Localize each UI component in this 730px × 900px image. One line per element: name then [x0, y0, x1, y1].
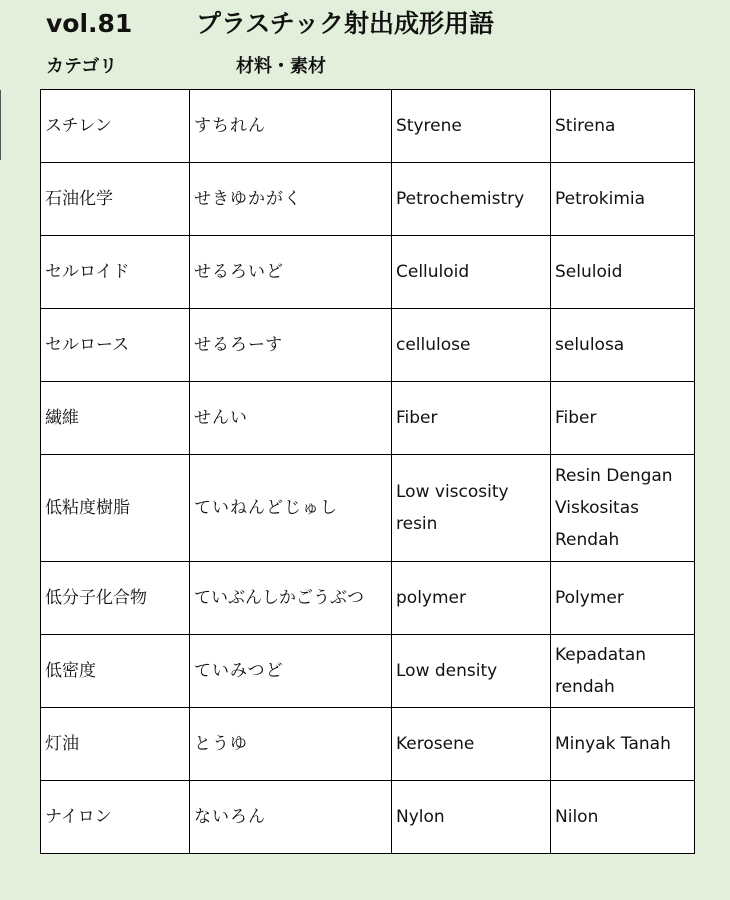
- table-row: [41, 562, 695, 635]
- table-row: [41, 781, 695, 854]
- term-japanese: 低粘度樹脂: [41, 455, 190, 562]
- table-row: [41, 163, 695, 236]
- term-english: cellulose: [392, 309, 551, 382]
- term-english: Low viscosity resin: [392, 455, 551, 562]
- term-indonesian: Kepadatan rendah: [551, 635, 695, 708]
- table-row: [41, 90, 695, 163]
- term-indonesian: Nilon: [551, 781, 695, 854]
- term-english: polymer: [392, 562, 551, 635]
- term-reading: せんい: [190, 382, 392, 455]
- term-english: Kerosene: [392, 708, 551, 781]
- term-reading: せるろーす: [190, 309, 392, 382]
- term-japanese: 灯油: [41, 708, 190, 781]
- term-english: Celluloid: [392, 236, 551, 309]
- term-indonesian: Seluloid: [551, 236, 695, 309]
- term-japanese: ナイロン: [41, 781, 190, 854]
- term-japanese: 低密度: [41, 635, 190, 708]
- term-japanese: 繊維: [41, 382, 190, 455]
- term-japanese: 石油化学: [41, 163, 190, 236]
- term-english: Styrene: [392, 90, 551, 163]
- term-japanese: 低分子化合物: [41, 562, 190, 635]
- term-english: Nylon: [392, 781, 551, 854]
- term-indonesian: Minyak Tanah: [551, 708, 695, 781]
- table-row: [41, 455, 695, 562]
- term-english: Fiber: [392, 382, 551, 455]
- term-indonesian: Stirena: [551, 90, 695, 163]
- term-japanese: セルロイド: [41, 236, 190, 309]
- table-row: [41, 382, 695, 455]
- category-value: 材料・素材: [236, 56, 326, 77]
- table-row: [41, 708, 695, 781]
- term-indonesian: Fiber: [551, 382, 695, 455]
- edge-divider: [0, 90, 1, 160]
- term-english: Low density: [392, 635, 551, 708]
- volume-number: vol.81: [46, 9, 133, 38]
- term-indonesian: selulosa: [551, 309, 695, 382]
- term-english: Petrochemistry: [392, 163, 551, 236]
- term-reading: ていねんどじゅし: [190, 455, 392, 562]
- term-reading: すちれん: [190, 90, 392, 163]
- page-title: プラスチック射出成形用語: [196, 9, 495, 38]
- term-indonesian: Petrokimia: [551, 163, 695, 236]
- term-indonesian: Polymer: [551, 562, 695, 635]
- term-japanese: セルロース: [41, 309, 190, 382]
- terms-table: [40, 89, 695, 854]
- term-reading: ていみつど: [190, 635, 392, 708]
- term-reading: ていぶんしかごうぶつ: [190, 562, 392, 635]
- category-label: カテゴリ: [46, 56, 118, 77]
- table-row: [41, 309, 695, 382]
- table-row: [41, 236, 695, 309]
- term-indonesian: Resin Dengan Viskositas Rendah: [551, 455, 695, 562]
- table-row: [41, 635, 695, 708]
- term-reading: せるろいど: [190, 236, 392, 309]
- term-reading: せきゆかがく: [190, 163, 392, 236]
- term-reading: とうゆ: [190, 708, 392, 781]
- term-reading: ないろん: [190, 781, 392, 854]
- term-japanese: スチレン: [41, 90, 190, 163]
